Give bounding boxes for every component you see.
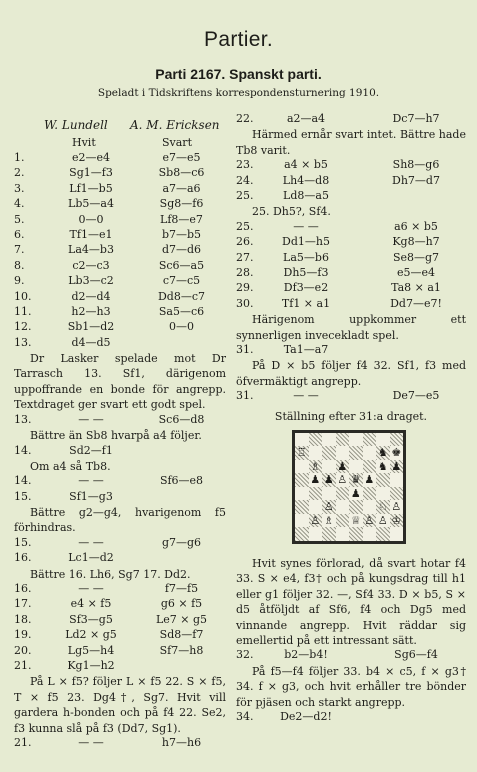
black-move: Se8—g7 xyxy=(392,250,440,264)
move-number: 18. xyxy=(14,612,32,626)
move-row xyxy=(14,551,226,566)
black-move: Sa5—c6 xyxy=(158,304,205,318)
move-number: 3. xyxy=(14,181,25,195)
black-move: 0—0 xyxy=(169,320,194,334)
move-number: 32. xyxy=(236,648,254,662)
annotation-4: Bättre g2—g4, hvarigenom f5 förhindras. xyxy=(14,506,226,535)
board-square xyxy=(349,433,363,447)
chess-piece: ♞ xyxy=(377,446,388,460)
board-square xyxy=(336,500,350,514)
black-move: g6 × f5 xyxy=(160,597,203,611)
black-move: Dc7—h7 xyxy=(392,112,440,125)
chess-piece: ♖ xyxy=(296,446,307,460)
board-square xyxy=(363,433,377,447)
black-move: De7—e5 xyxy=(392,389,440,403)
board-square xyxy=(295,500,309,514)
move-row xyxy=(14,582,226,597)
move-number: 22. xyxy=(236,112,254,125)
move-row xyxy=(236,710,466,725)
board-square xyxy=(309,460,323,474)
move-number: 6. xyxy=(14,227,25,241)
move-row xyxy=(14,320,226,335)
move-row xyxy=(14,444,226,459)
move-number: 31. xyxy=(236,389,254,403)
move-number: 11. xyxy=(14,304,32,318)
white-move: d2—d4 xyxy=(71,289,111,303)
board-square xyxy=(322,527,336,541)
black-move: Sf6—e8 xyxy=(159,474,204,488)
move-number: 25. xyxy=(236,219,254,233)
move-number: 24. xyxy=(236,173,254,187)
white-move: h2—h3 xyxy=(71,304,111,318)
board-square xyxy=(295,460,309,474)
white-move: — — xyxy=(78,582,104,596)
black-move: Le7 × g5 xyxy=(155,612,208,626)
annotation-9: Härigenom uppkommer ett synnerligen invecekladt spel. xyxy=(236,313,466,342)
move-list-a xyxy=(14,151,226,351)
board-square xyxy=(376,514,390,528)
board-square xyxy=(309,473,323,487)
move-number: 25. xyxy=(236,188,254,202)
board-square xyxy=(363,446,377,460)
board-square xyxy=(363,500,377,514)
white-move: Lh4—d8 xyxy=(282,173,330,187)
move-number: 21. xyxy=(14,736,32,750)
black-player-name: A. M. Ericksen xyxy=(130,118,220,132)
page-title: Partier. xyxy=(204,28,273,51)
move-row xyxy=(14,551,226,566)
board-square xyxy=(376,500,390,514)
move-number: 19. xyxy=(14,628,32,642)
board-square xyxy=(349,514,363,528)
black-move: c7—c5 xyxy=(162,274,201,288)
board-square xyxy=(363,527,377,541)
white-move: Sf3—g5 xyxy=(69,612,113,626)
board-square xyxy=(390,460,404,474)
white-move: Tf1 × a1 xyxy=(281,296,331,310)
black-move: f7—f5 xyxy=(164,582,199,596)
board-square xyxy=(309,446,323,460)
move-row xyxy=(236,158,466,173)
chess-board xyxy=(292,430,406,544)
board-square xyxy=(390,433,404,447)
move-number: 7. xyxy=(14,243,25,257)
move-number: 8. xyxy=(14,258,25,272)
move-row xyxy=(14,659,226,674)
move-row xyxy=(14,644,226,659)
chess-piece: ♙ xyxy=(310,513,321,527)
white-move: Sf1—g3 xyxy=(69,489,113,503)
board-square xyxy=(309,433,323,447)
white-move: Ld8—a5 xyxy=(283,188,329,202)
black-move: Sg8—f6 xyxy=(159,197,204,211)
black-move: Sh8—g6 xyxy=(392,158,440,172)
white-move: e2—e4 xyxy=(71,151,111,164)
white-move: Sg1—f3 xyxy=(69,166,113,180)
annotation-11: Hvit synes förlorad, då svart hotar f4 33. S × e4, f3† och på kungsdrag till h1 eller g1 följer 32. —, Sf4 33. D × b5, S × d5 åtföljdt af Sf6, f4 och Dg5 med vinnande angrepp. Hvit räddar sig emellertid på ett intressant sätt. xyxy=(236,556,466,647)
white-move: Lg5—h4 xyxy=(67,643,115,657)
white-move: De2—d2! xyxy=(280,709,332,723)
black-move: Lf8—e7 xyxy=(160,212,203,226)
board-square xyxy=(295,473,309,487)
board-square xyxy=(336,433,350,447)
white-move: d4—d5 xyxy=(71,335,111,349)
black-move: Sg6—f4 xyxy=(394,648,438,662)
board-square xyxy=(390,500,404,514)
move-row xyxy=(236,343,466,358)
move-row xyxy=(14,151,226,166)
white-move: Lc1—d2 xyxy=(68,551,114,565)
chess-piece: ♟ xyxy=(364,473,375,487)
move-number: 13. xyxy=(14,335,32,349)
white-player-name: W. Lundell xyxy=(44,118,108,132)
board-square xyxy=(322,433,336,447)
move-row xyxy=(14,444,226,459)
board-square xyxy=(322,460,336,474)
board-square xyxy=(336,487,350,501)
annotation-1: Dr Lasker spelade mot Dr Tarrasch 13. Sf1, därigenom uppoffrande en bonde för angrepp. Textdraget ger svart ett godt spel. xyxy=(14,352,226,412)
move-number: 5. xyxy=(14,212,25,226)
board-square xyxy=(390,514,404,528)
move-number: 27. xyxy=(236,250,254,264)
move-row xyxy=(14,474,226,489)
board-square xyxy=(322,500,336,514)
move-row xyxy=(14,243,226,258)
move-number: 13. xyxy=(14,412,32,426)
move-number: 29. xyxy=(236,281,254,295)
board-square xyxy=(376,433,390,447)
board-square xyxy=(322,473,336,487)
move-number: 20. xyxy=(14,643,32,657)
game-subtitle: Speladt i Tidskriftens korrespondensturnering 1910. xyxy=(97,87,380,99)
move-row xyxy=(14,613,226,628)
black-move: Dd7—e7! xyxy=(390,296,442,310)
chess-piece: ♟ xyxy=(350,486,361,500)
move-row xyxy=(14,490,226,505)
move-row xyxy=(236,297,466,312)
board-square xyxy=(295,487,309,501)
black-move: b7—b5 xyxy=(161,227,202,241)
white-label: Hvit xyxy=(72,136,96,149)
board-square xyxy=(390,473,404,487)
annotation-5: Bättre 16. Lh6, Sg7 17. Dd2. xyxy=(30,567,191,581)
chess-piece: ♙ xyxy=(391,500,402,514)
move-row xyxy=(236,220,466,235)
move-number: 21. xyxy=(14,659,32,673)
chess-piece: ♗ xyxy=(323,513,334,527)
white-move: Lb3—c2 xyxy=(68,274,114,288)
black-move: e7—e5 xyxy=(162,151,201,164)
black-move: Sc6—d8 xyxy=(158,412,205,426)
move-row xyxy=(14,736,226,751)
move-row xyxy=(14,474,226,489)
move-number: 15. xyxy=(14,489,32,503)
chess-piece: ♘ xyxy=(377,500,388,514)
move-list-c xyxy=(236,158,466,204)
white-move: Lb5—a4 xyxy=(68,197,114,211)
board-square xyxy=(309,487,323,501)
move-number: 12. xyxy=(14,320,32,334)
move-row xyxy=(14,413,226,428)
move-row xyxy=(14,736,226,751)
black-move: a6 × b5 xyxy=(394,219,438,233)
white-move: — — xyxy=(293,219,319,233)
chess-piece: ♙ xyxy=(337,473,348,487)
move-row xyxy=(236,343,466,358)
move-number: 9. xyxy=(14,274,25,288)
white-move: Sb1—d2 xyxy=(67,320,115,334)
move-number: 4. xyxy=(14,197,25,211)
board-square xyxy=(336,460,350,474)
move-list-b xyxy=(14,582,226,674)
white-move: — — xyxy=(78,474,104,488)
move-number: 26. xyxy=(236,235,254,249)
move-row xyxy=(236,112,466,127)
board-square xyxy=(376,473,390,487)
chess-piece: ♕ xyxy=(350,513,361,527)
white-move: Ld2 × g5 xyxy=(65,628,117,642)
white-move: e4 × f5 xyxy=(70,597,112,611)
move-number: 28. xyxy=(236,265,254,279)
move-row xyxy=(14,628,226,643)
white-move: b2—b4! xyxy=(284,648,328,662)
board-square xyxy=(390,487,404,501)
board-square xyxy=(363,514,377,528)
white-move: La5—b6 xyxy=(283,250,329,264)
move-row xyxy=(14,413,226,428)
annotation-6: På L × f5? följer L × f5 22. S × f5, T × f5 23. Dg4†, Sg7. Hvit vill gardera h-bonden och på f4 22. Se2, f3 kunna slå på f3 (Dd7, Sg1). xyxy=(14,675,226,735)
board-square xyxy=(295,514,309,528)
white-move: — — xyxy=(78,412,104,426)
black-move: Sd8—f7 xyxy=(159,628,204,642)
move-row xyxy=(14,490,226,505)
board-square xyxy=(322,514,336,528)
move-row xyxy=(14,166,226,181)
move-number: 30. xyxy=(236,296,254,310)
move-number: 1. xyxy=(14,151,25,164)
black-move: Dd8—c7 xyxy=(157,289,206,303)
move-row xyxy=(14,228,226,243)
diagram-title: Ställning efter 31:a draget. xyxy=(274,409,428,423)
board-square xyxy=(376,527,390,541)
board-square xyxy=(322,446,336,460)
black-move: g7—g6 xyxy=(161,535,202,549)
move-number: 17. xyxy=(14,597,32,611)
annotation-7: Härmed ernår svart intet. Bättre hade Tb8 varit. xyxy=(236,128,466,157)
black-move: Dh7—d7 xyxy=(392,173,440,187)
chess-piece: ♙ xyxy=(364,513,375,527)
move-row xyxy=(14,597,226,612)
move-row xyxy=(236,389,466,404)
move-row xyxy=(14,182,226,197)
board-square xyxy=(322,487,336,501)
white-move: — — xyxy=(293,389,319,403)
white-move: Dd1—h5 xyxy=(282,235,330,249)
move-row xyxy=(236,189,466,204)
black-move: e5—e4 xyxy=(396,265,436,279)
black-move: Sf7—h8 xyxy=(159,643,204,657)
chess-piece: ♟ xyxy=(337,459,348,473)
white-move: La4—b3 xyxy=(68,243,114,257)
black-move: Sc6—a5 xyxy=(158,258,205,272)
board-square xyxy=(376,460,390,474)
move-row xyxy=(14,197,226,212)
annotation-10: På D × b5 följer f4 32. Sf1, f3 med öfvermäktigt angrepp. xyxy=(236,359,466,388)
board-square xyxy=(295,527,309,541)
chess-piece: ♟ xyxy=(310,473,321,487)
move-row xyxy=(236,281,466,296)
move-row xyxy=(236,648,466,663)
move-row xyxy=(14,274,226,289)
white-move: Df3—e2 xyxy=(283,281,329,295)
board-square xyxy=(349,446,363,460)
white-move: a4 × b5 xyxy=(284,158,328,172)
move-row xyxy=(236,266,466,281)
board-square xyxy=(390,446,404,460)
move-row xyxy=(14,213,226,228)
move-number: 14. xyxy=(14,474,32,488)
move-row xyxy=(14,336,226,351)
chess-piece: ♞ xyxy=(377,459,388,473)
board-square xyxy=(390,527,404,541)
black-label: Svart xyxy=(162,136,192,149)
right-flow xyxy=(236,112,466,725)
white-move: Tf1—e1 xyxy=(69,227,113,241)
white-move: a2—a4 xyxy=(286,112,326,125)
white-move: — — xyxy=(78,736,104,750)
game-title: Parti 2167. Spanskt parti. xyxy=(155,66,322,82)
move-row xyxy=(14,290,226,305)
board-square xyxy=(336,446,350,460)
chess-piece: ♙ xyxy=(323,500,334,514)
black-move: Sb8—c6 xyxy=(158,166,205,180)
white-move: — — xyxy=(78,535,104,549)
move-number: 2. xyxy=(14,166,25,180)
board-square xyxy=(295,433,309,447)
white-move: Lf1—b5 xyxy=(69,181,113,195)
chess-piece: ♗ xyxy=(310,459,321,473)
move-row xyxy=(236,174,466,189)
annotation-2: Bättre än Sb8 hvarpå a4 följer. xyxy=(30,429,202,443)
move-list-d xyxy=(236,220,466,312)
chess-piece: ♟ xyxy=(391,459,402,473)
move-row xyxy=(236,389,466,404)
move-row xyxy=(14,536,226,551)
move-number: 14. xyxy=(14,443,32,457)
board-square xyxy=(336,527,350,541)
move-number: 10. xyxy=(14,289,32,303)
board-square xyxy=(349,500,363,514)
move-row xyxy=(236,251,466,266)
chess-piece: ♚ xyxy=(391,446,402,460)
white-move: Kg1—h2 xyxy=(67,659,115,673)
annotation-8: 25. Dh5?, Sf4. xyxy=(252,205,331,219)
board-square xyxy=(376,487,390,501)
board-square xyxy=(336,514,350,528)
move-number: 23. xyxy=(236,158,254,172)
chess-piece: ♔ xyxy=(391,513,402,527)
board-square xyxy=(309,500,323,514)
board-square xyxy=(363,487,377,501)
move-number: 16. xyxy=(14,582,32,596)
board-square xyxy=(336,473,350,487)
white-move: Sd2—f1 xyxy=(69,443,113,457)
move-number: 15. xyxy=(14,535,32,549)
board-square xyxy=(349,487,363,501)
move-row xyxy=(14,536,226,551)
board-square xyxy=(363,473,377,487)
chess-diagram xyxy=(292,430,410,548)
black-move: Kg8—h7 xyxy=(392,235,440,249)
black-move: a7—a6 xyxy=(162,181,201,195)
black-move: d7—d6 xyxy=(161,243,202,257)
move-row xyxy=(236,112,466,127)
black-move: h7—h6 xyxy=(161,736,202,750)
white-move: 0—0 xyxy=(78,212,104,226)
black-move: Ta8 × a1 xyxy=(391,281,441,295)
board-square xyxy=(295,446,309,460)
chess-piece: ♙ xyxy=(377,513,388,527)
move-number: 16. xyxy=(14,551,32,565)
board-square xyxy=(349,473,363,487)
board-square xyxy=(376,446,390,460)
move-row xyxy=(236,710,466,725)
board-square xyxy=(349,460,363,474)
board-square xyxy=(309,527,323,541)
left-flow xyxy=(14,151,226,751)
move-row xyxy=(14,305,226,320)
move-number: 31. xyxy=(236,342,254,356)
chess-piece: ♛ xyxy=(350,473,361,487)
move-number: 34. xyxy=(236,709,254,723)
board-square xyxy=(363,460,377,474)
white-move: c2—c3 xyxy=(72,258,110,272)
annotation-12: På f5—f4 följer 33. b4 × c5, f × g3† 34. f × g3, och hvit erhåller tre bönder för pjäsen och starkt angrepp. xyxy=(236,664,466,709)
move-row xyxy=(236,235,466,250)
board-square xyxy=(309,514,323,528)
move-row xyxy=(236,648,466,663)
white-move: Ta1—a7 xyxy=(283,342,329,356)
move-row xyxy=(14,259,226,274)
board-square xyxy=(349,527,363,541)
white-move: Dh5—f3 xyxy=(283,265,329,279)
annotation-3: Om a4 så Tb8. xyxy=(30,459,111,473)
chess-piece: ♟ xyxy=(323,473,334,487)
